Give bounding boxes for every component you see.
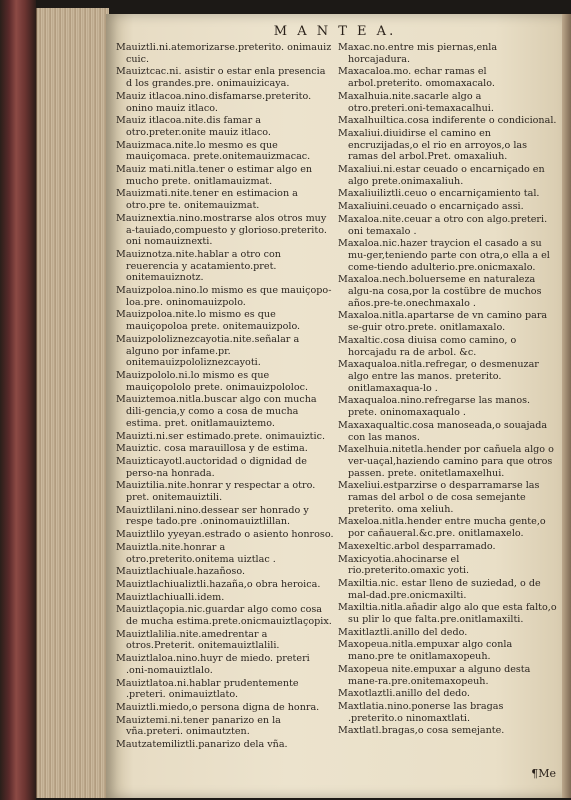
- dictionary-entry: Mauizmati.nite.tener en estimacion a otro.pre te. onitemauizmat.: [116, 188, 298, 212]
- dictionary-entry: Maxiltia.nitla.añadir algo alo que esta falto,o su plir lo que falta.pre.onitlamaxilti.: [338, 602, 557, 626]
- dictionary-entry: Maxtlatia.nino.ponerse las bragas .preterito.o ninomaxtlati.: [338, 700, 504, 724]
- dictionary-entry: Maxaliuini.ceuado o encarniçado assi.: [338, 201, 524, 213]
- dictionary-entry: Maxotlaztli.anillo del dedo.: [338, 688, 470, 700]
- dictionary-entry: Maxaloa.nic.hazer traycion el casado a su mu-ger,teniendo parte con otra,o ella a el come-tiendo adulterio.pre.onicmaxalo.: [338, 238, 550, 273]
- dictionary-entry: Maxaloa.nitla.apartarse de vn camino para se-guir otro.prete. onitlamaxalo.: [338, 310, 548, 334]
- dictionary-entry: Maxaqualoa.nitla.refregar, o desmenuzar algo entre las manos. preterito. onitlamaxaqua-lo .: [338, 359, 539, 394]
- dictionary-entry: Mauiztlaçopia.nic.guardar algo como cosa de mucha estima.prete.onicmauiztlaçopix.: [116, 604, 332, 628]
- dictionary-entry: Maxalhuiltica.cosa indiferente o condicional.: [338, 115, 557, 127]
- dictionary-entry: Maxaliui.ni.estar ceuado o encarniçado en algo prete.onimaxaliuh.: [338, 164, 545, 187]
- dictionary-entry: Maxaliuiliztli.ceuo o encarniçamiento tal.: [338, 188, 540, 200]
- dictionary-entry: Mauiztic. cosa marauillosa y de estima.: [116, 443, 308, 455]
- dictionary-entry: Mauiztli.ni.atemorizarse.preterito. onimauiz cuic.: [116, 42, 332, 65]
- dictionary-entry: Maxtlatl.bragas,o cosa semejante.: [338, 725, 505, 737]
- dictionary-entry: Mauizpoloa.nino.lo mismo es que mauiçopo-loa.pre. oninomauizpolo.: [116, 285, 332, 308]
- book-spine: [0, 0, 36, 800]
- dictionary-entry: Maxeliui.estparzirse o desparramarse las ramas del arbol o de cosa semejante preterito. oma xeliuh.: [338, 480, 540, 515]
- dictionary-entry: Mauizticayotl.auctoridad o dignidad de perso-na honrada.: [116, 455, 307, 479]
- dictionary-entry: Mauiznextia.nino.mostrarse alos otros muy a-tauiado,compuesto y glorioso.preterito. oni nomauiznexti.: [116, 212, 327, 248]
- dictionary-entry: Mauizti.ni.ser estimado.prete. onimauiztic.: [116, 430, 326, 442]
- dictionary-entry: Mauiztlatoa.ni.hablar prudentemente .preteri. onimauiztlato.: [116, 677, 299, 701]
- dictionary-entry: Mauiztla.nite.honrar a otro.preterito.onitema uiztlac .: [116, 541, 276, 565]
- dictionary-entry: Mauiztlachiualiztli.hazaña,o obra heroica.: [116, 578, 321, 590]
- dictionary-entry: Maxicyotia.ahocinarse el rio.preterito.omaxic yoti.: [338, 553, 470, 577]
- dictionary-entry: Maxopeua.nitla.empuxar algo conla mano.pre te onitlamaxopeuh.: [338, 639, 513, 663]
- running-head: M A N T E A.: [273, 24, 397, 39]
- dictionary-entry: Mauiztilia.nite.honrar y respectar a otro. pret. onitemauiztili.: [116, 480, 316, 504]
- dictionary-entry: Mauiztlalilia.nite.amedrentar a otros.Preterit. onitemauiztlalili.: [116, 628, 280, 652]
- right-column: [338, 42, 558, 738]
- dictionary-entry: Maxalhuia.nite.sacarle algo a otro.preteri.oni-temaxacalhui.: [338, 90, 494, 114]
- dictionary-entry: Mauiztlaloa.nino.huyr de miedo. preteri .oni-nomauiztlalo.: [116, 653, 310, 676]
- dictionary-entry: Mauiztlachiuale.hazañoso.: [116, 566, 246, 578]
- dictionary-entry: Mauizpoloa.nite.lo mismo es que mauiçopoloa prete. onitemauizpolo.: [116, 309, 301, 333]
- dictionary-entry: Maxopeua nite.empuxar a alguno desta mane-ra.pre.onitemaxopeuh.: [338, 663, 531, 687]
- dictionary-entry: Mauiztlilani.nino.dessear ser honrado y respe tado.pre .oninomauiztlillan.: [116, 504, 309, 528]
- dictionary-entry: Maxelhuia.nitetla.hender por cañuela algo o ver-uaçal,haziendo camino para que otros passen. prete. onitetlamaxelhui.: [338, 444, 554, 479]
- dictionary-entry: Mauiz itlacoa.nino.disfamarse.preterito. onino mauiz itlaco.: [116, 90, 312, 114]
- dictionary-entry: Maxaqualoa.nino.refregarse las manos. prete. oninomaxaqualo .: [338, 395, 531, 419]
- dictionary-entry: Maxaloa.nite.ceuar a otro con algo.preteri. oni temaxalo .: [338, 213, 548, 237]
- page-right-edge: [562, 14, 571, 798]
- dictionary-entry: Mauiztli.miedo,o persona digna de honra.: [116, 701, 320, 713]
- page-stack-edge: [36, 8, 109, 798]
- catchword: ¶Me: [531, 767, 556, 780]
- dictionary-entry: Mauizpololiznezcayotia.nite.señalar a alguno por infame.pr. onitemauizpololiznezcayoti.: [116, 333, 300, 369]
- dictionary-entry: Maxaliui.diuidirse el camino en encruzijadas,o el rio en arroyos,o las ramas del arbol.Pret. omaxaliuh.: [338, 127, 528, 163]
- dictionary-entry: Maxaloa.nech.boluerseme en naturaleza algu-na cosa,por la costübre de muchos años.pre-te.onechmaxalo .: [338, 274, 542, 309]
- dictionary-entry: Mautzatemiliztli.panarizo dela vña.: [116, 739, 288, 751]
- dictionary-entry: Maxexeltic.arbol desparramado.: [338, 540, 496, 552]
- dictionary-entry: Mauiztlachiualli.idem.: [116, 591, 225, 603]
- dictionary-entry: Mauiztcac.ni. asistir o estar enla presencia d los grandes.pre. onimauizicaya.: [116, 66, 326, 90]
- dictionary-page: [106, 14, 564, 798]
- dictionary-entry: Mauiz mati.nitla.tener o estimar algo en mucho prete. onitlamauizmat.: [116, 164, 313, 187]
- dictionary-entry: Maxaltic.cosa diuisa como camino, o horcajadu ra de arbol. &c.: [338, 334, 517, 358]
- dictionary-entry: Mauiztlilo yyeyan.estrado o asiento honroso.: [116, 529, 334, 541]
- dictionary-entry: Maxaxaqualtic.cosa manoseada,o souajada con las manos.: [338, 419, 548, 443]
- dictionary-entry: Mauiz itlacoa.nite.dis famar a otro.preter.onite mauiz itlaco.: [116, 115, 271, 138]
- dictionary-entry: Maxiltia.nic. estar lleno de suziedad, o de mal-dad.pre.onicmaxilti.: [338, 577, 541, 601]
- dictionary-entry: Maxacaloa.mo. echar ramas el arbol.preterito. omomaxacalo.: [338, 66, 495, 90]
- dictionary-entry: Mauiznotza.nite.hablar a otro con reuerencia y acatamiento.pret. onitemauiznotz.: [116, 248, 281, 284]
- left-column: [116, 42, 334, 752]
- dictionary-entry: Mauizmaca.nite.lo mesmo es que mauiçomaca. prete.onitemauizmacac.: [116, 139, 311, 163]
- dictionary-entry: Mauizpololo.ni.lo mismo es que mauiçopololo prete. onimauizpololoc.: [116, 369, 309, 393]
- dictionary-entry: Mauiztemi.ni.tener panarizo en la vña.preteri. onimautzten.: [116, 714, 281, 738]
- dictionary-entry: Maxeloa.nitla.hender entre mucha gente,o por cañaueral.&c.pre. onitlamaxelo.: [338, 516, 546, 540]
- dictionary-entry: Maxac.no.entre mis piernas,enla horcajadura.: [338, 42, 498, 65]
- dictionary-entry: Mauiztemoa.nitla.buscar algo con mucha dili-gencia,y como a cosa de mucha estima. pret. onitlamauiztemo.: [116, 394, 317, 429]
- dictionary-entry: Maxitlaztli.anillo del dedo.: [338, 626, 468, 638]
